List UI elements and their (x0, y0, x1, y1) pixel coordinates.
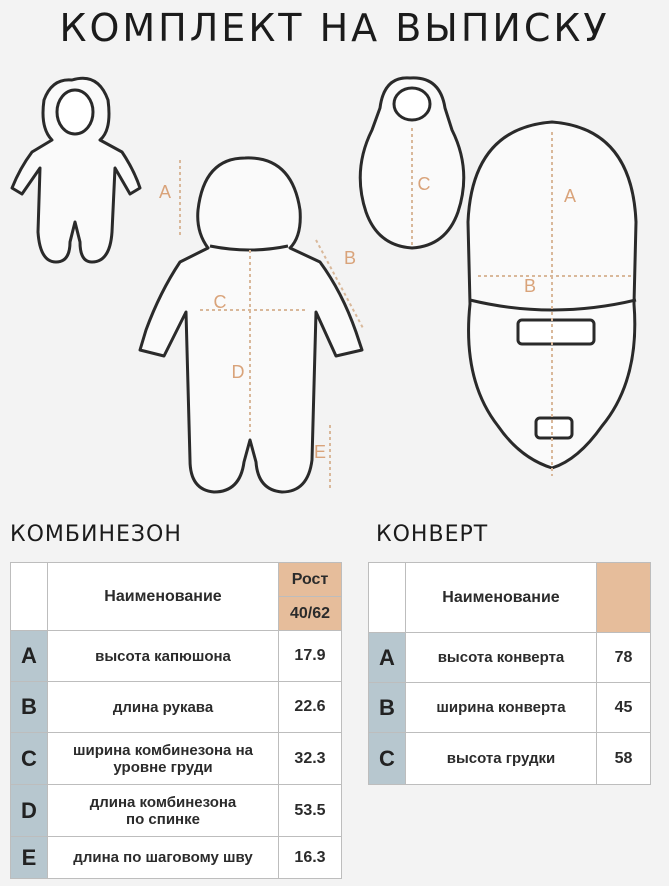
table-row (11, 682, 342, 733)
row-value: 17.9 (279, 631, 342, 682)
envelope-table (368, 562, 651, 785)
corner-cell (369, 563, 406, 633)
label-jumpsuit-d: D (231, 362, 245, 382)
row-value: 53.5 (279, 785, 342, 837)
row-name: ширина конверта (406, 683, 597, 733)
name-header: Наименование (48, 563, 279, 631)
row-letter: C (369, 733, 406, 785)
table-row (11, 837, 342, 879)
row-value: 32.3 (279, 733, 342, 785)
label-jumpsuit-a: A (158, 182, 172, 202)
table-row (11, 785, 342, 837)
jumpsuit-table (10, 562, 342, 879)
label-envelope-c: C (417, 174, 431, 194)
table-row (11, 631, 342, 682)
garment-illustration (0, 62, 669, 512)
row-letter: D (11, 785, 48, 837)
row-value: 22.6 (279, 682, 342, 733)
row-letter: E (11, 837, 48, 879)
row-letter: B (11, 682, 48, 733)
jumpsuit-heading: КОМБИНЕЗОН (10, 522, 182, 547)
table-row (11, 733, 342, 785)
row-name: длина комбинезона по спинке (48, 785, 279, 837)
size-value: 40/62 (279, 597, 342, 631)
table-row (369, 633, 651, 683)
row-letter: A (369, 633, 406, 683)
corner-cell (11, 563, 48, 631)
row-name: длина по шаговому шву (48, 837, 279, 879)
row-name: длина рукава (48, 682, 279, 733)
table-row (369, 683, 651, 733)
small-jumpsuit-drawing (12, 78, 140, 262)
table-row (369, 733, 651, 785)
row-value: 78 (597, 633, 651, 683)
row-letter: B (369, 683, 406, 733)
row-name: высота грудки (406, 733, 597, 785)
row-value: 58 (597, 733, 651, 785)
small-envelope-drawing (360, 78, 464, 248)
page-title: КОМПЛЕКТ НА ВЫПИСКУ (59, 6, 610, 50)
label-jumpsuit-b: B (343, 248, 357, 268)
label-envelope-a: A (563, 186, 577, 206)
row-value: 45 (597, 683, 651, 733)
row-letter: A (11, 631, 48, 682)
label-envelope-b: B (523, 276, 537, 296)
row-name: высота капюшона (48, 631, 279, 682)
row-letter: C (11, 733, 48, 785)
envelope-heading: КОНВЕРТ (376, 522, 489, 547)
size-header (597, 563, 651, 633)
name-header: Наименование (406, 563, 597, 633)
label-jumpsuit-e: E (313, 442, 327, 462)
row-value: 16.3 (279, 837, 342, 879)
label-jumpsuit-c: C (213, 292, 227, 312)
row-name: высота конверта (406, 633, 597, 683)
size-label: Рост (279, 563, 342, 597)
row-name: ширина комбинезона на уровне груди (48, 733, 279, 785)
